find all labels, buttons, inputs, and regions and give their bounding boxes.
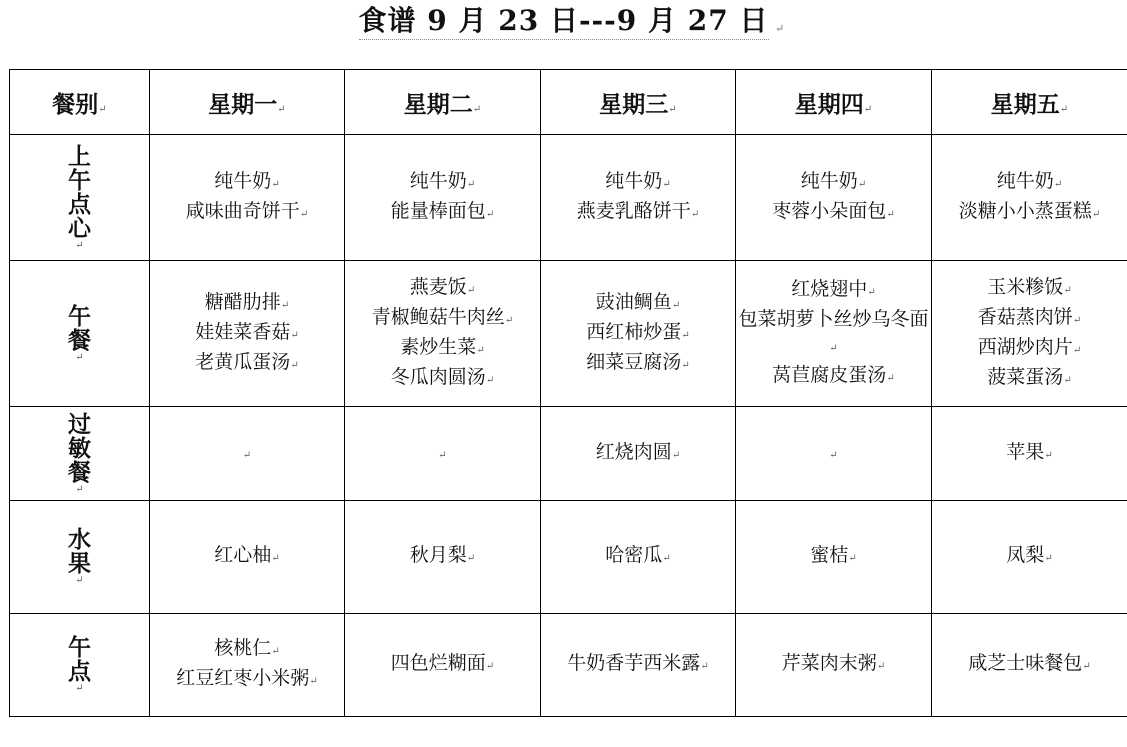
menu-row — [10, 261, 1127, 407]
dish-line — [932, 364, 1127, 394]
dish-text: 凤梨 — [1006, 544, 1045, 566]
meal-label: 过敏餐 — [68, 410, 91, 486]
paragraph-mark: ↵ — [75, 239, 84, 251]
dish-text: 红烧翅中 — [791, 277, 868, 300]
dish-line — [541, 198, 735, 228]
day-label: 星期四 — [794, 90, 864, 118]
paragraph-mark: ↵ — [1044, 553, 1053, 564]
dish-line — [736, 276, 931, 306]
dish-text: 素炒生菜 — [400, 335, 477, 358]
paragraph-mark: ↵ — [681, 329, 690, 341]
menu-row — [10, 135, 1127, 261]
dish-line — [345, 168, 540, 198]
paragraph-mark: ↵ — [681, 359, 690, 371]
dish-cell — [932, 614, 1127, 717]
paragraph-mark: ↵ — [299, 208, 309, 220]
dish-cell — [345, 407, 541, 501]
dish-line — [150, 349, 344, 379]
meal-cell — [10, 407, 150, 501]
paragraph-mark: ↵ — [290, 329, 299, 341]
paragraph-mark: ↵ — [75, 351, 84, 363]
dish-line — [541, 542, 735, 572]
paragraph-mark: ↵ — [1053, 178, 1063, 190]
day-label: 星期一 — [208, 90, 278, 118]
dish-cell — [541, 261, 736, 407]
dish-text: 淡糖小小蒸蛋糕 — [958, 199, 1092, 222]
dish-text: 哈密瓜 — [605, 544, 663, 566]
paragraph-mark: ↵ — [242, 449, 252, 461]
dish-text: 红豆红枣小米粥 — [176, 667, 310, 689]
header-cell-day — [150, 70, 345, 135]
dish-line — [932, 542, 1127, 572]
dish-cell — [345, 501, 541, 614]
paragraph-mark: ↵ — [1072, 344, 1082, 356]
paragraph-mark: ↵ — [280, 299, 290, 311]
dish-line — [150, 665, 344, 695]
dish-text: 娃娃菜香菇 — [195, 320, 291, 343]
dish-text: 咸芝士味餐包 — [968, 652, 1083, 674]
dish-text: 西红柿炒蛋 — [586, 320, 682, 343]
dish-cell — [541, 135, 736, 261]
meal-label: 水果 — [68, 526, 91, 577]
dish-text: 蜜桔 — [810, 544, 849, 566]
paragraph-mark: ↵ — [876, 661, 886, 672]
dish-line — [345, 304, 540, 334]
dish-line — [541, 439, 735, 469]
dish-line — [150, 439, 344, 469]
header-meal-label: 餐别 — [52, 90, 99, 118]
paragraph-mark: ↵ — [775, 22, 785, 35]
header-cell-meal — [10, 70, 150, 135]
dish-cell — [345, 261, 541, 407]
paragraph-mark: ↵ — [485, 374, 495, 386]
dish-line — [932, 334, 1127, 364]
dish-line — [736, 198, 931, 228]
dish-line — [541, 349, 735, 379]
dish-text: 包菜胡萝卜丝炒乌冬面 — [738, 307, 929, 330]
dish-text: 纯牛奶 — [214, 169, 272, 192]
page-title: 食谱 9 月 23 日---9 月 27 日 — [359, 4, 769, 40]
paragraph-mark: ↵ — [466, 178, 476, 190]
dish-text: 莴苣腐皮蛋汤 — [772, 363, 887, 386]
paragraph-mark: ↵ — [863, 103, 873, 115]
paragraph-mark: ↵ — [271, 553, 280, 564]
paragraph-mark: ↵ — [309, 676, 318, 687]
paragraph-mark: ↵ — [504, 314, 514, 326]
meal-cell — [10, 501, 150, 614]
dish-cell — [932, 407, 1127, 501]
dish-line — [541, 319, 735, 349]
dish-text: 细菜豆腐汤 — [586, 350, 682, 373]
title-row — [0, 4, 1127, 44]
dish-text: 纯牛奶 — [605, 169, 663, 192]
dish-text: 纯牛奶 — [409, 169, 467, 192]
dish-text: 青椒鲍菇牛肉丝 — [371, 305, 505, 328]
paragraph-mark: ↵ — [75, 483, 84, 495]
dish-text: 咸味曲奇饼干 — [185, 199, 300, 222]
dish-line — [932, 650, 1127, 680]
dish-line — [345, 274, 540, 304]
dish-text: 菠菜蛋汤 — [987, 365, 1064, 388]
day-label: 星期五 — [990, 90, 1060, 118]
dish-text: 苹果 — [1006, 440, 1045, 463]
dish-line — [736, 362, 931, 392]
dish-text: 冬瓜肉圆汤 — [390, 365, 486, 388]
dish-text: 燕麦饭 — [409, 275, 467, 298]
dish-line — [932, 304, 1127, 334]
paragraph-mark: ↵ — [1059, 103, 1069, 115]
paragraph-mark: ↵ — [290, 359, 299, 371]
dish-line — [345, 364, 540, 394]
dish-cell — [150, 261, 345, 407]
dish-cell — [541, 614, 736, 717]
dish-text: 纯牛奶 — [996, 169, 1054, 192]
dish-line — [736, 439, 931, 469]
paragraph-mark: ↵ — [848, 553, 857, 564]
dish-text: 能量棒面包 — [390, 199, 486, 222]
dish-cell — [541, 407, 736, 501]
dish-cell — [345, 135, 541, 261]
dish-cell — [736, 614, 932, 717]
paragraph-mark: ↵ — [75, 683, 84, 694]
paragraph-mark: ↵ — [485, 208, 495, 220]
meal-cell — [10, 614, 150, 717]
dish-cell — [736, 501, 932, 614]
dish-line — [150, 635, 344, 665]
dish-line — [150, 319, 344, 349]
dish-line — [345, 198, 540, 228]
dish-text: 红烧肉圆 — [595, 440, 672, 463]
dish-line — [932, 274, 1127, 304]
dish-line — [150, 289, 344, 319]
paragraph-mark: ↵ — [1063, 284, 1072, 296]
dish-line — [541, 289, 735, 319]
paragraph-mark: ↵ — [466, 553, 476, 564]
dish-cell — [932, 261, 1127, 407]
paragraph-mark: ↵ — [1082, 661, 1091, 672]
menu-row — [10, 614, 1127, 717]
dish-line — [932, 168, 1127, 198]
dish-cell — [150, 407, 345, 501]
paragraph-mark: ↵ — [98, 103, 107, 115]
paragraph-mark: ↵ — [690, 208, 700, 220]
dish-text: 枣蓉小朵面包 — [772, 199, 887, 222]
dish-line — [150, 542, 344, 572]
menu-row — [10, 501, 1127, 614]
dish-cell — [541, 501, 736, 614]
header-cell-day — [541, 70, 736, 135]
dish-line — [345, 650, 540, 680]
paragraph-mark: ↵ — [829, 342, 838, 354]
dish-cell — [736, 261, 932, 407]
dish-line — [345, 334, 540, 364]
paragraph-mark: ↵ — [671, 449, 681, 461]
meal-cell — [10, 261, 150, 407]
header-cell-day — [736, 70, 932, 135]
paragraph-mark: ↵ — [1044, 449, 1053, 461]
paragraph-mark: ↵ — [700, 661, 709, 672]
paragraph-mark: ↵ — [1091, 208, 1101, 220]
paragraph-mark: ↵ — [485, 661, 495, 672]
paragraph-mark: ↵ — [668, 103, 677, 115]
dish-text: 燕麦乳酪饼干 — [576, 199, 691, 222]
header-cell-day — [932, 70, 1127, 135]
dish-line — [541, 650, 735, 680]
dish-line — [736, 542, 931, 572]
paragraph-mark: ↵ — [886, 208, 895, 220]
paragraph-mark: ↵ — [438, 449, 447, 461]
meal-cell — [10, 135, 150, 261]
dish-cell — [932, 135, 1127, 261]
paragraph-mark: ↵ — [886, 372, 895, 384]
menu-table — [9, 69, 1127, 717]
dish-line — [736, 650, 931, 680]
dish-cell — [736, 407, 932, 501]
paragraph-mark: ↵ — [857, 178, 867, 190]
header-cell-day — [345, 70, 541, 135]
dish-line — [150, 198, 344, 228]
paragraph-mark: ↵ — [271, 178, 280, 190]
paragraph-mark: ↵ — [476, 344, 485, 356]
dish-cell — [150, 135, 345, 261]
meal-label: 上午点心 — [68, 142, 91, 242]
dish-line — [345, 542, 540, 572]
day-label: 星期二 — [403, 90, 473, 118]
dish-line — [150, 168, 344, 198]
dish-text: 芹菜肉末粥 — [781, 652, 877, 674]
paragraph-mark: ↵ — [1072, 314, 1082, 326]
dish-text: 老黄瓜蛋汤 — [195, 350, 291, 373]
dish-cell — [932, 501, 1127, 614]
dish-text: 玉米糁饭 — [987, 275, 1064, 298]
paragraph-mark: ↵ — [472, 103, 482, 115]
meal-label: 午点 — [68, 634, 91, 685]
dish-cell — [150, 501, 345, 614]
paragraph-mark: ↵ — [466, 284, 476, 296]
paragraph-mark: ↵ — [1063, 374, 1072, 386]
dish-text: 香菇蒸肉饼 — [977, 305, 1073, 328]
dish-line — [541, 168, 735, 198]
dish-cell — [345, 614, 541, 717]
dish-text: 红心柚 — [214, 544, 272, 566]
dish-line — [932, 439, 1127, 469]
paragraph-mark: ↵ — [662, 178, 671, 190]
dish-text: 秋月梨 — [409, 544, 467, 566]
dish-cell — [736, 135, 932, 261]
dish-text: 糖醋肋排 — [204, 290, 281, 313]
dish-line — [345, 439, 540, 469]
paragraph-mark: ↵ — [671, 299, 681, 311]
paragraph-mark: ↵ — [277, 103, 286, 115]
dish-text: 牛奶香芋西米露 — [567, 652, 701, 674]
meal-label: 午餐 — [68, 302, 91, 354]
paragraph-mark: ↵ — [662, 553, 671, 564]
dish-line — [932, 198, 1127, 228]
paragraph-mark: ↵ — [75, 575, 84, 586]
dish-text: 核桃仁 — [214, 637, 272, 659]
dish-line — [736, 168, 931, 198]
paragraph-mark: ↵ — [271, 646, 280, 657]
dish-cell — [150, 614, 345, 717]
menu-row — [10, 407, 1127, 501]
dish-line — [736, 306, 931, 362]
header-row — [10, 70, 1127, 135]
dish-text: 四色烂糊面 — [390, 652, 486, 674]
dish-text: 豉油鲷鱼 — [595, 290, 672, 313]
dish-text: 西湖炒肉片 — [977, 335, 1073, 358]
dish-text: 纯牛奶 — [800, 169, 858, 192]
day-label: 星期三 — [599, 90, 669, 118]
paragraph-mark: ↵ — [829, 449, 838, 461]
paragraph-mark: ↵ — [867, 286, 876, 298]
